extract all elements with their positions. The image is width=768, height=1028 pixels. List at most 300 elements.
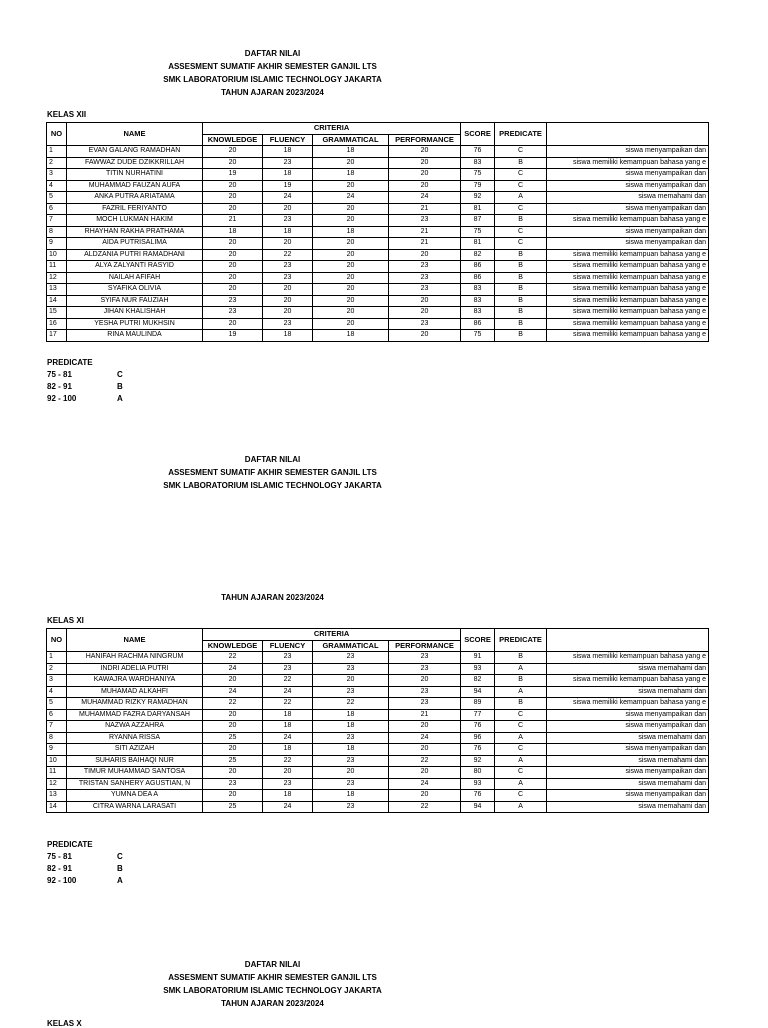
table-row bbox=[47, 192, 709, 204]
student-name: AIDA PUTRISALIMA bbox=[67, 238, 203, 250]
col-header-name: NAME bbox=[67, 629, 203, 652]
table-row bbox=[47, 709, 709, 721]
table-row bbox=[47, 169, 709, 181]
total-score: 83 bbox=[461, 295, 495, 307]
row-number: 13 bbox=[47, 284, 67, 296]
fluency-score: 20 bbox=[263, 295, 313, 307]
knowledge-score: 19 bbox=[203, 169, 263, 181]
grammatical-score: 23 bbox=[313, 686, 389, 698]
description: siswa memiliki kemampuan bahasa yang e bbox=[547, 307, 709, 319]
description: siswa memiliki kemampuan bahasa yang e bbox=[547, 318, 709, 330]
description: siswa memahami dan bbox=[547, 801, 709, 813]
predicate-row bbox=[47, 851, 123, 863]
table-row bbox=[47, 307, 709, 319]
row-number: 10 bbox=[47, 755, 67, 767]
total-score: 92 bbox=[461, 192, 495, 204]
row-number: 4 bbox=[47, 180, 67, 192]
student-name: NAILAH AFIFAH bbox=[67, 272, 203, 284]
fluency-score: 23 bbox=[263, 215, 313, 227]
description: siswa memiliki kemampuan bahasa yang e bbox=[547, 215, 709, 227]
knowledge-score: 22 bbox=[203, 698, 263, 710]
student-name: ALYA ZALYANTI RASYID bbox=[67, 261, 203, 273]
total-score: 96 bbox=[461, 732, 495, 744]
row-number: 12 bbox=[47, 778, 67, 790]
description: siswa menyampaikan dan bbox=[547, 226, 709, 238]
student-name: YUMNA DEA A bbox=[67, 790, 203, 802]
row-number: 3 bbox=[47, 169, 67, 181]
description: siswa memahami dan bbox=[547, 755, 709, 767]
performance-score: 20 bbox=[389, 721, 461, 733]
predicate-grade: C bbox=[495, 180, 547, 192]
doc-title: DAFTAR NILAI bbox=[244, 960, 301, 969]
col-header-name: NAME bbox=[67, 123, 203, 146]
fluency-score: 18 bbox=[263, 330, 313, 342]
row-number: 12 bbox=[47, 272, 67, 284]
row-number: 2 bbox=[47, 663, 67, 675]
performance-score: 22 bbox=[389, 801, 461, 813]
performance-score: 20 bbox=[389, 169, 461, 181]
col-header-knowledge: KNOWLEDGE bbox=[203, 134, 263, 146]
row-number: 8 bbox=[47, 732, 67, 744]
fluency-score: 20 bbox=[263, 767, 313, 779]
performance-score: 20 bbox=[389, 307, 461, 319]
predicate-range: 82 - 91 bbox=[47, 864, 72, 873]
grammatical-score: 20 bbox=[313, 261, 389, 273]
total-score: 82 bbox=[461, 249, 495, 261]
grammatical-score: 20 bbox=[313, 249, 389, 261]
fluency-score: 23 bbox=[263, 261, 313, 273]
fluency-score: 24 bbox=[263, 192, 313, 204]
student-name: TITIN NURHATINI bbox=[67, 169, 203, 181]
student-name: HANIFAH RACHMA NINGRUM bbox=[67, 652, 203, 664]
fluency-score: 24 bbox=[263, 801, 313, 813]
col-header-description bbox=[547, 629, 709, 652]
table-row bbox=[47, 675, 709, 687]
performance-score: 24 bbox=[389, 732, 461, 744]
col-header-criteria: CRITERIA bbox=[203, 629, 461, 641]
class-label: KELAS XII bbox=[47, 110, 87, 119]
row-number: 16 bbox=[47, 318, 67, 330]
student-name: TRISTAN SANHERY AGUSTIAN, N bbox=[67, 778, 203, 790]
student-name: JIHAN KHALISHAH bbox=[67, 307, 203, 319]
col-header-predicate: PREDICATE bbox=[495, 123, 547, 146]
performance-score: 20 bbox=[389, 180, 461, 192]
knowledge-score: 22 bbox=[203, 652, 263, 664]
total-score: 92 bbox=[461, 755, 495, 767]
table-row bbox=[47, 226, 709, 238]
student-name: CITRA WARNA LARASATI bbox=[67, 801, 203, 813]
student-name: KAWAJRA WARDHANIYA bbox=[67, 675, 203, 687]
table-row bbox=[47, 767, 709, 779]
fluency-score: 23 bbox=[263, 778, 313, 790]
total-score: 86 bbox=[461, 318, 495, 330]
total-score: 81 bbox=[461, 238, 495, 250]
description: siswa menyampaikan dan bbox=[547, 146, 709, 158]
school-name: SMK LABORATORIUM ISLAMIC TECHNOLOGY JAKARTA bbox=[163, 986, 382, 995]
grammatical-score: 23 bbox=[313, 663, 389, 675]
grammatical-score: 20 bbox=[313, 272, 389, 284]
performance-score: 23 bbox=[389, 698, 461, 710]
table-row bbox=[47, 721, 709, 733]
fluency-score: 24 bbox=[263, 732, 313, 744]
table-row bbox=[47, 272, 709, 284]
knowledge-score: 20 bbox=[203, 675, 263, 687]
description: siswa memahami dan bbox=[547, 732, 709, 744]
total-score: 91 bbox=[461, 652, 495, 664]
performance-score: 20 bbox=[389, 744, 461, 756]
grammatical-score: 20 bbox=[313, 180, 389, 192]
predicate-grade: B bbox=[495, 330, 547, 342]
total-score: 86 bbox=[461, 261, 495, 273]
performance-score: 23 bbox=[389, 272, 461, 284]
knowledge-score: 25 bbox=[203, 801, 263, 813]
total-score: 79 bbox=[461, 180, 495, 192]
grades-table bbox=[46, 628, 709, 813]
row-number: 17 bbox=[47, 330, 67, 342]
predicate-grade: A bbox=[495, 192, 547, 204]
table-row bbox=[47, 652, 709, 664]
table-row bbox=[47, 146, 709, 158]
fluency-score: 24 bbox=[263, 686, 313, 698]
predicate-grade: B bbox=[495, 215, 547, 227]
row-number: 7 bbox=[47, 215, 67, 227]
knowledge-score: 24 bbox=[203, 663, 263, 675]
fluency-score: 18 bbox=[263, 169, 313, 181]
predicate-grade: C bbox=[495, 744, 547, 756]
table-row bbox=[47, 318, 709, 330]
school-year: TAHUN AJARAN 2023/2024 bbox=[221, 593, 324, 602]
performance-score: 20 bbox=[389, 330, 461, 342]
student-name: MUHAMMAD RIZKY RAMADHAN bbox=[67, 698, 203, 710]
knowledge-score: 20 bbox=[203, 709, 263, 721]
total-score: 76 bbox=[461, 146, 495, 158]
grammatical-score: 20 bbox=[313, 203, 389, 215]
predicate-row bbox=[47, 875, 123, 887]
student-name: EVAN GALANG RAMADHAN bbox=[67, 146, 203, 158]
predicate-row bbox=[47, 381, 123, 393]
description: siswa menyampaikan dan bbox=[547, 767, 709, 779]
predicate-grade: B bbox=[495, 307, 547, 319]
predicate-grade: C bbox=[495, 169, 547, 181]
predicate-grade: B bbox=[495, 318, 547, 330]
total-score: 87 bbox=[461, 215, 495, 227]
col-header-predicate: PREDICATE bbox=[495, 629, 547, 652]
performance-score: 21 bbox=[389, 709, 461, 721]
knowledge-score: 20 bbox=[203, 157, 263, 169]
student-name: YESHA PUTRI MUKHSIN bbox=[67, 318, 203, 330]
col-header-performance: PERFORMANCE bbox=[389, 134, 461, 146]
table-row bbox=[47, 157, 709, 169]
total-score: 83 bbox=[461, 284, 495, 296]
table-row bbox=[47, 686, 709, 698]
performance-score: 23 bbox=[389, 215, 461, 227]
student-name: TIMUR MUHAMMAD SANTOSA bbox=[67, 767, 203, 779]
predicate-grade: B bbox=[495, 261, 547, 273]
total-score: 80 bbox=[461, 767, 495, 779]
total-score: 93 bbox=[461, 778, 495, 790]
description: siswa menyampaikan dan bbox=[547, 790, 709, 802]
performance-score: 22 bbox=[389, 755, 461, 767]
performance-score: 20 bbox=[389, 249, 461, 261]
performance-score: 20 bbox=[389, 790, 461, 802]
description: siswa memiliki kemampuan bahasa yang e bbox=[547, 652, 709, 664]
col-header-performance: PERFORMANCE bbox=[389, 640, 461, 652]
doc-subtitle: ASSESMENT SUMATIF AKHIR SEMESTER GANJIL LTS bbox=[168, 973, 377, 982]
knowledge-score: 23 bbox=[203, 778, 263, 790]
row-number: 3 bbox=[47, 675, 67, 687]
col-header-grammatical: GRAMMATICAL bbox=[313, 134, 389, 146]
total-score: 86 bbox=[461, 272, 495, 284]
description: siswa memiliki kemampuan bahasa yang e bbox=[547, 272, 709, 284]
grammatical-score: 18 bbox=[313, 330, 389, 342]
knowledge-score: 20 bbox=[203, 146, 263, 158]
row-number: 2 bbox=[47, 157, 67, 169]
total-score: 76 bbox=[461, 721, 495, 733]
table-row bbox=[47, 801, 709, 813]
student-name: RINA MAULINDA bbox=[67, 330, 203, 342]
predicate-grade: B bbox=[495, 652, 547, 664]
row-number: 1 bbox=[47, 146, 67, 158]
row-number: 6 bbox=[47, 709, 67, 721]
fluency-score: 22 bbox=[263, 675, 313, 687]
table-row bbox=[47, 249, 709, 261]
predicate-grade: C bbox=[495, 767, 547, 779]
performance-score: 20 bbox=[389, 675, 461, 687]
predicate-grade: A bbox=[495, 686, 547, 698]
description: siswa menyampaikan dan bbox=[547, 180, 709, 192]
performance-score: 20 bbox=[389, 146, 461, 158]
predicate-grade: A bbox=[117, 876, 123, 885]
fluency-score: 18 bbox=[263, 146, 313, 158]
grammatical-score: 20 bbox=[313, 295, 389, 307]
student-name: MOCH LUKMAN HAKIM bbox=[67, 215, 203, 227]
table-row bbox=[47, 744, 709, 756]
grammatical-score: 20 bbox=[313, 238, 389, 250]
predicate-grade: B bbox=[117, 382, 123, 391]
predicate-legend bbox=[47, 839, 123, 887]
description: siswa memiliki kemampuan bahasa yang e bbox=[547, 261, 709, 273]
description: siswa memiliki kemampuan bahasa yang e bbox=[547, 698, 709, 710]
total-score: 94 bbox=[461, 801, 495, 813]
table-row bbox=[47, 215, 709, 227]
grammatical-score: 23 bbox=[313, 652, 389, 664]
grammatical-score: 20 bbox=[313, 284, 389, 296]
doc-title: DAFTAR NILAI bbox=[244, 455, 301, 464]
knowledge-score: 19 bbox=[203, 330, 263, 342]
student-name: SITI AZIZAH bbox=[67, 744, 203, 756]
fluency-score: 23 bbox=[263, 663, 313, 675]
doc-subtitle: ASSESMENT SUMATIF AKHIR SEMESTER GANJIL LTS bbox=[168, 62, 377, 71]
predicate-grade: B bbox=[495, 284, 547, 296]
grammatical-score: 24 bbox=[313, 192, 389, 204]
section3-header bbox=[0, 958, 545, 1010]
student-name: SYIFA NUR FAUZIAH bbox=[67, 295, 203, 307]
predicate-grade: C bbox=[495, 238, 547, 250]
grammatical-score: 23 bbox=[313, 755, 389, 767]
grammatical-score: 18 bbox=[313, 146, 389, 158]
predicate-grade: A bbox=[117, 394, 123, 403]
predicate-legend bbox=[47, 357, 123, 405]
row-number: 1 bbox=[47, 652, 67, 664]
student-name: SUHARIS BAIHAQI NUR bbox=[67, 755, 203, 767]
performance-score: 20 bbox=[389, 157, 461, 169]
grammatical-score: 20 bbox=[313, 767, 389, 779]
predicate-grade: B bbox=[495, 295, 547, 307]
total-score: 94 bbox=[461, 686, 495, 698]
school-year: TAHUN AJARAN 2023/2024 bbox=[221, 999, 324, 1008]
predicate-grade: C bbox=[117, 852, 123, 861]
fluency-score: 18 bbox=[263, 744, 313, 756]
description: siswa menyampaikan dan bbox=[547, 709, 709, 721]
fluency-score: 20 bbox=[263, 238, 313, 250]
description: siswa menyampaikan dan bbox=[547, 744, 709, 756]
description: siswa menyampaikan dan bbox=[547, 721, 709, 733]
predicate-grade: A bbox=[495, 801, 547, 813]
col-header-no: NO bbox=[47, 123, 67, 146]
performance-score: 20 bbox=[389, 295, 461, 307]
table-row bbox=[47, 698, 709, 710]
knowledge-score: 20 bbox=[203, 249, 263, 261]
student-name: RYANNA RISSA bbox=[67, 732, 203, 744]
grades-table bbox=[46, 122, 709, 342]
description: siswa memiliki kemampuan bahasa yang e bbox=[547, 295, 709, 307]
grammatical-score: 20 bbox=[313, 307, 389, 319]
predicate-range: 82 - 91 bbox=[47, 382, 72, 391]
predicate-grade: B bbox=[495, 157, 547, 169]
performance-score: 23 bbox=[389, 318, 461, 330]
performance-score: 24 bbox=[389, 778, 461, 790]
predicate-grade: A bbox=[495, 663, 547, 675]
fluency-score: 19 bbox=[263, 180, 313, 192]
total-score: 83 bbox=[461, 307, 495, 319]
table-row bbox=[47, 790, 709, 802]
student-name: FAZRIL FERIYANTO bbox=[67, 203, 203, 215]
performance-score: 23 bbox=[389, 284, 461, 296]
knowledge-score: 20 bbox=[203, 767, 263, 779]
student-name: MUHAMMAD FAUZAN AUFA bbox=[67, 180, 203, 192]
fluency-score: 18 bbox=[263, 226, 313, 238]
grammatical-score: 23 bbox=[313, 778, 389, 790]
table-row bbox=[47, 663, 709, 675]
description: siswa memiliki kemampuan bahasa yang e bbox=[547, 284, 709, 296]
row-number: 9 bbox=[47, 238, 67, 250]
knowledge-score: 20 bbox=[203, 180, 263, 192]
grammatical-score: 20 bbox=[313, 675, 389, 687]
table-row bbox=[47, 203, 709, 215]
total-score: 83 bbox=[461, 157, 495, 169]
description: siswa menyampaikan dan bbox=[547, 203, 709, 215]
fluency-score: 22 bbox=[263, 249, 313, 261]
grammatical-score: 18 bbox=[313, 721, 389, 733]
grammatical-score: 23 bbox=[313, 801, 389, 813]
school-name: SMK LABORATORIUM ISLAMIC TECHNOLOGY JAKARTA bbox=[163, 75, 382, 84]
row-number: 6 bbox=[47, 203, 67, 215]
grammatical-score: 18 bbox=[313, 169, 389, 181]
predicate-grade: B bbox=[117, 864, 123, 873]
student-name: NAZWA AZZAHRA bbox=[67, 721, 203, 733]
performance-score: 21 bbox=[389, 238, 461, 250]
col-header-score: SCORE bbox=[461, 123, 495, 146]
fluency-score: 23 bbox=[263, 272, 313, 284]
total-score: 82 bbox=[461, 675, 495, 687]
performance-score: 23 bbox=[389, 652, 461, 664]
row-number: 15 bbox=[47, 307, 67, 319]
knowledge-score: 18 bbox=[203, 226, 263, 238]
performance-score: 21 bbox=[389, 203, 461, 215]
class-label: KELAS XI bbox=[47, 616, 84, 625]
row-number: 7 bbox=[47, 721, 67, 733]
performance-score: 23 bbox=[389, 261, 461, 273]
predicate-title: PREDICATE bbox=[47, 358, 93, 367]
predicate-row bbox=[47, 369, 123, 381]
row-number: 10 bbox=[47, 249, 67, 261]
student-name: MUHAMAD ALKAHFI bbox=[67, 686, 203, 698]
fluency-score: 22 bbox=[263, 698, 313, 710]
table-row bbox=[47, 284, 709, 296]
knowledge-score: 20 bbox=[203, 744, 263, 756]
row-number: 14 bbox=[47, 295, 67, 307]
grammatical-score: 18 bbox=[313, 744, 389, 756]
predicate-row bbox=[47, 393, 123, 405]
predicate-grade: B bbox=[495, 249, 547, 261]
grammatical-score: 22 bbox=[313, 698, 389, 710]
col-header-no: NO bbox=[47, 629, 67, 652]
knowledge-score: 20 bbox=[203, 272, 263, 284]
knowledge-score: 20 bbox=[203, 261, 263, 273]
grammatical-score: 18 bbox=[313, 226, 389, 238]
fluency-score: 20 bbox=[263, 203, 313, 215]
col-header-score: SCORE bbox=[461, 629, 495, 652]
row-number: 11 bbox=[47, 261, 67, 273]
grammatical-score: 20 bbox=[313, 157, 389, 169]
row-number: 5 bbox=[47, 698, 67, 710]
fluency-score: 18 bbox=[263, 790, 313, 802]
description: siswa menyampaikan dan bbox=[547, 238, 709, 250]
row-number: 4 bbox=[47, 686, 67, 698]
predicate-grade: B bbox=[495, 698, 547, 710]
col-header-grammatical: GRAMMATICAL bbox=[313, 640, 389, 652]
fluency-score: 23 bbox=[263, 157, 313, 169]
col-header-fluency: FLUENCY bbox=[263, 134, 313, 146]
knowledge-score: 20 bbox=[203, 192, 263, 204]
total-score: 89 bbox=[461, 698, 495, 710]
total-score: 76 bbox=[461, 744, 495, 756]
class-label: KELAS X bbox=[47, 1019, 82, 1028]
predicate-grade: C bbox=[495, 146, 547, 158]
description: siswa memiliki kemampuan bahasa yang e bbox=[547, 249, 709, 261]
total-score: 76 bbox=[461, 790, 495, 802]
predicate-title: PREDICATE bbox=[47, 840, 93, 849]
predicate-grade: B bbox=[495, 272, 547, 284]
student-name: FAWWAZ DUDE DZIKKRILLAH bbox=[67, 157, 203, 169]
knowledge-score: 23 bbox=[203, 295, 263, 307]
table-row bbox=[47, 732, 709, 744]
table-row bbox=[47, 778, 709, 790]
row-number: 5 bbox=[47, 192, 67, 204]
table-row bbox=[47, 180, 709, 192]
grammatical-score: 20 bbox=[313, 215, 389, 227]
fluency-score: 18 bbox=[263, 709, 313, 721]
fluency-score: 22 bbox=[263, 755, 313, 767]
description: siswa memiliki kemampuan bahasa yang e bbox=[547, 675, 709, 687]
student-name: MUHAMMAD FAZRA DARYANSAH bbox=[67, 709, 203, 721]
predicate-range: 75 - 81 bbox=[47, 370, 72, 379]
knowledge-score: 20 bbox=[203, 790, 263, 802]
table-row bbox=[47, 295, 709, 307]
performance-score: 23 bbox=[389, 663, 461, 675]
student-name: ALDZANIA PUTRI RAMADHANI bbox=[67, 249, 203, 261]
knowledge-score: 20 bbox=[203, 284, 263, 296]
